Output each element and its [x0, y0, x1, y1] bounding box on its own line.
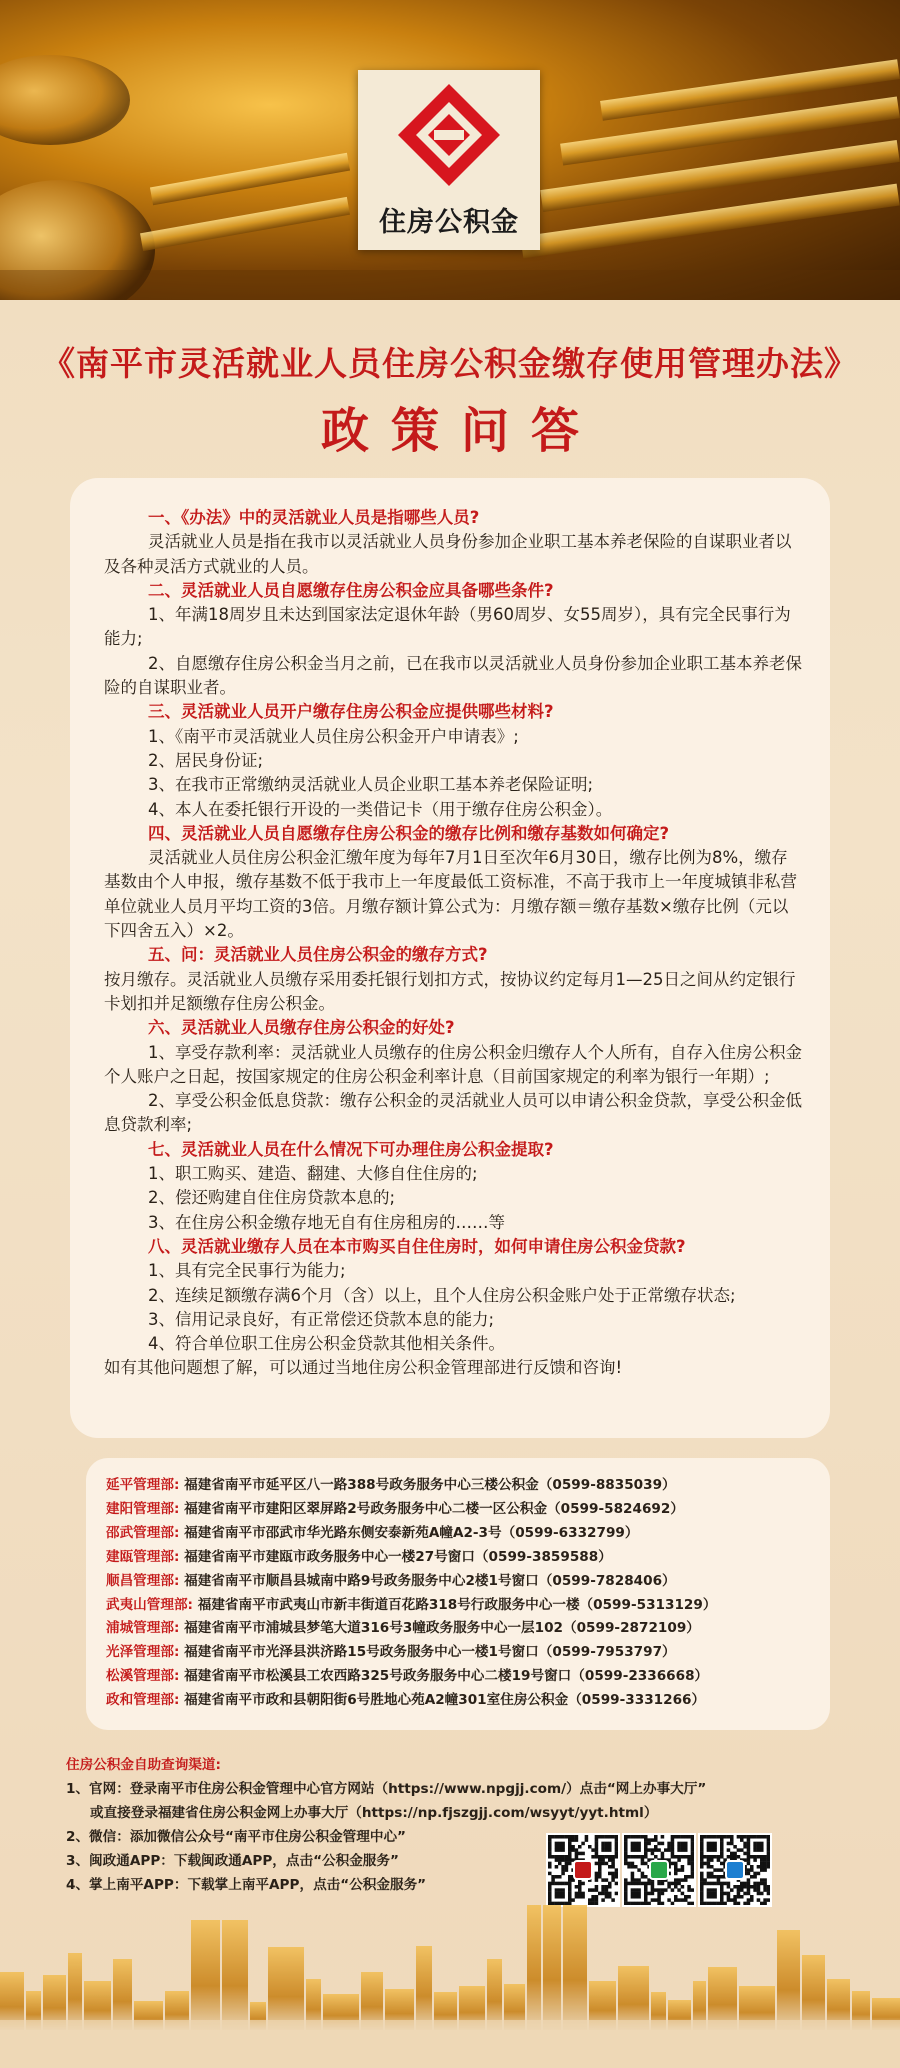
- qa-answer: 2、连续足额缴存满6个月（含）以上，且个人住房公积金账户处于正常缴存状态;: [148, 1285, 736, 1305]
- policy-subtitle: 政策问答: [320, 403, 601, 459]
- office-info: 福建省南平市建瓯市政务服务中心一楼27号窗口（0599-3859588）: [184, 1548, 612, 1565]
- qa-answer: 3、在住房公积金缴存地无自有住房租房的……等: [148, 1212, 505, 1232]
- self-query-line: 3、闽政通APP：下载闽政通APP，点击“公积金服务”: [66, 1853, 399, 1869]
- policy-title: 《南平市灵活就业人员住房公积金缴存使用管理办法》: [42, 344, 858, 383]
- qa-content: [104, 506, 804, 1381]
- office-row: [106, 1689, 826, 1713]
- qa-answer: 2、享受公积金低息贷款：缴存公积金的灵活就业人员可以申请公积金贷款，享受公积金低息贷款利率;: [104, 1091, 802, 1135]
- qa-answer: 2、居民身份证;: [148, 750, 264, 770]
- qr-code-wechat-icon: [546, 1833, 620, 1907]
- office-row: [106, 1570, 826, 1594]
- self-query-heading: 住房公积金自助查询渠道:: [66, 1757, 221, 1773]
- self-query-line: 或直接登录福建省住房公积金网上办事大厅（https://np.fjszgjj.com/wsyyt/yyt.html）: [90, 1805, 658, 1821]
- office-row: [106, 1522, 826, 1546]
- office-info: 福建省南平市延平区八一路388号政务服务中心三楼公积金（0599-8835039）: [184, 1477, 676, 1493]
- qa-question: 一、《办法》中的灵活就业人员是指哪些人员?: [148, 508, 480, 527]
- office-info: 福建省南平市邵武市华光路东侧安泰新苑A幢A2-3号（0599-6332799）: [184, 1524, 639, 1541]
- office-info: 福建省南平市建阳区翠屏路2号政务服务中心二楼一区公积金（0599-5824692）: [184, 1500, 684, 1517]
- office-row: [106, 1594, 826, 1618]
- qa-answer: 如有其他问题想了解，可以通过当地住房公积金管理部进行反馈和咨询!: [104, 1358, 623, 1378]
- qr-code-minzhengtong-icon: [622, 1833, 696, 1907]
- qa-answer: 灵活就业人员是指在我市以灵活就业人员身份参加企业职工基本养老保险的自谋职业者以及各种灵活方式就业的人员。: [104, 532, 792, 576]
- office-info: 福建省南平市顺昌县城南中路9号政务服务中心2楼1号窗口（0599-7828406）: [184, 1572, 676, 1589]
- office-name: 建阳管理部:: [106, 1500, 180, 1517]
- qa-answer: 4、符合单位职工住房公积金贷款其他相关条件。: [148, 1334, 505, 1354]
- qa-answer: 按月缴存。灵活就业人员缴存采用委托银行划扣方式，按协议约定每月1—25日之间从约定银行卡划扣并足额缴存住房公积金。: [104, 969, 796, 1013]
- qa-answer: 2、自愿缴存住房公积金当月之前，已在我市以灵活就业人员身份参加企业职工基本养老保险的自谋职业者。: [104, 653, 802, 698]
- office-name: 延平管理部:: [106, 1477, 180, 1493]
- office-info: 福建省南平市光泽县洪济路15号政务服务中心一楼1号窗口（0599-7953797）: [184, 1644, 676, 1661]
- office-list: [106, 1474, 826, 1713]
- office-name: 顺昌管理部:: [106, 1572, 180, 1589]
- qa-question: 三、灵活就业人员开户缴存住房公积金应提供哪些材料?: [148, 702, 554, 722]
- office-info: 福建省南平市政和县朝阳街6号胜地心苑A2幢301室住房公积金（0599-3331266）: [184, 1692, 706, 1709]
- housing-fund-emblem-icon: [394, 80, 504, 190]
- office-row: [106, 1546, 826, 1570]
- office-name: 政和管理部:: [106, 1692, 180, 1709]
- office-name: 建瓯管理部:: [106, 1548, 180, 1565]
- qa-answer: 1、年满18周岁且未达到国家法定退休年龄（男60周岁、女55周岁），具有完全民事行为能力;: [104, 605, 791, 649]
- city-skyline-image: [0, 1900, 900, 2068]
- self-query-line: 1、官网：登录南平市住房公积金管理中心官方网站（https://www.npgjj.com/）点击“网上办事大厅”: [66, 1781, 707, 1797]
- office-name: 武夷山管理部:: [106, 1596, 193, 1613]
- self-query-line: 2、微信：添加微信公众号“南平市住房公积金管理中心”: [66, 1829, 406, 1845]
- qa-answer: 1、《南平市灵活就业人员住房公积金开户申请表》;: [148, 726, 519, 746]
- header-banner: [0, 0, 900, 300]
- qa-answer: 灵活就业人员住房公积金汇缴年度为每年7月1日至次年6月30日，缴存比例为8%，缴存基数由个人申报，缴存基数不低于我市上一年度最低工资标准，不高于我市上一年度城镇非私营单位就业人员月平均工资的3倍。月缴存额计算公式为：月缴存额＝缴存基数×缴存比例（元以下四舍五入）×2。: [104, 848, 797, 941]
- qa-question: 四、灵活就业人员自愿缴存住房公积金的缴存比例和缴存基数如何确定?: [148, 823, 670, 843]
- office-row: [106, 1617, 826, 1641]
- qa-answer: 1、职工购买、建造、翻建、大修自住住房的;: [148, 1164, 478, 1184]
- qa-answer: 4、本人在委托银行开设的一类借记卡（用于缴存住房公积金）。: [148, 799, 613, 819]
- qa-answer: 1、享受存款利率：灵活就业人员缴存的住房公积金归缴存人个人所有，自存入住房公积金个人账户之日起，按国家规定的住房公积金利率计息（目前国家规定的利率为银行一年期）;: [104, 1042, 802, 1086]
- office-row: [106, 1641, 826, 1665]
- qa-answer: 1、具有完全民事行为能力;: [148, 1261, 346, 1281]
- office-name: 邵武管理部:: [106, 1524, 180, 1541]
- office-row: [106, 1474, 826, 1498]
- qa-question: 七、灵活就业人员在什么情况下可办理住房公积金提取?: [148, 1139, 554, 1159]
- logo-text: 住房公积金: [379, 207, 519, 238]
- self-query-line: 4、掌上南平APP：下载掌上南平APP，点击“公积金服务”: [66, 1877, 427, 1893]
- office-row: [106, 1665, 826, 1689]
- office-info: 福建省南平市浦城县梦笔大道316号3幢政务服务中心一层102（0599-2872109）: [184, 1620, 700, 1637]
- qa-question: 六、灵活就业人员缴存住房公积金的好处?: [148, 1018, 455, 1038]
- office-name: 浦城管理部:: [106, 1620, 180, 1637]
- qa-question: 八、灵活就业缴存人员在本市购买自住住房时，如何申请住房公积金贷款?: [148, 1236, 686, 1256]
- qa-answer: 3、信用记录良好，有正常偿还贷款本息的能力;: [148, 1309, 495, 1329]
- office-name: 光泽管理部:: [106, 1644, 180, 1661]
- qa-answer: 3、在我市正常缴纳灵活就业人员企业职工基本养老保险证明;: [148, 775, 594, 795]
- qa-question: 五、问：灵活就业人员住房公积金的缴存方式?: [148, 945, 488, 965]
- office-name: 松溪管理部:: [106, 1668, 180, 1685]
- qa-question: 二、灵活就业人员自愿缴存住房公积金应具备哪些条件?: [148, 580, 554, 600]
- qa-answer: 2、偿还购建自住住房贷款本息的;: [148, 1188, 396, 1208]
- housing-fund-logo: [358, 70, 540, 250]
- office-row: [106, 1498, 826, 1522]
- qr-code-zhangshangnanping-icon: [698, 1833, 772, 1907]
- office-info: 福建省南平市武夷山市新丰街道百花路318号行政服务中心一楼（0599-5313129）: [197, 1596, 717, 1613]
- office-info: 福建省南平市松溪县工农西路325号政务服务中心二楼19号窗口（0599-2336668）: [184, 1668, 709, 1685]
